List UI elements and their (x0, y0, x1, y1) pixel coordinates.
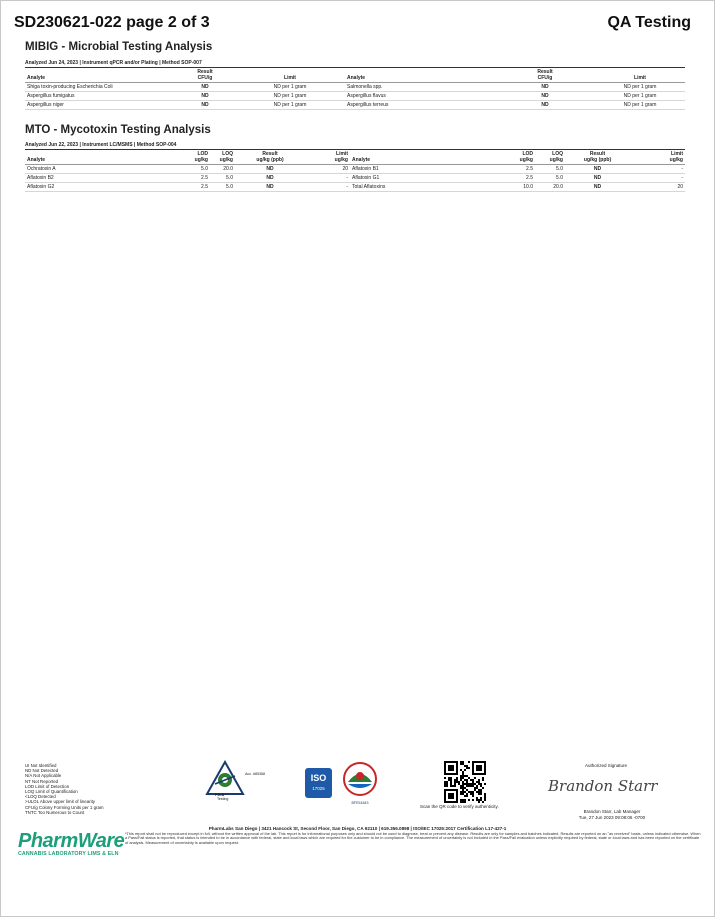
limit-cell: 20 (305, 165, 350, 174)
lod-cell: 10.0 (510, 183, 535, 192)
result-cell: ND (175, 83, 235, 92)
pjla-label: PJLA (215, 793, 225, 797)
limit-cell: ND per 1 gram (235, 92, 345, 101)
col-lod: LOD ug/kg (190, 150, 210, 165)
legend-item: CFU/g Colony Forming Units per 1 gram (25, 804, 104, 810)
pjla-triangle-icon (205, 760, 245, 796)
result-cell: ND (495, 83, 595, 92)
lod-cell: 5.0 (190, 165, 210, 174)
analyte-cell: Aflatoxin B2 (25, 174, 190, 183)
col-limit-2: Limit ug/kg (630, 150, 685, 165)
mycotoxin-section-title: MTO - Mycotoxin Testing Analysis (25, 124, 211, 136)
result-cell: ND (235, 174, 305, 183)
col-result: Result CFU/g (175, 68, 235, 83)
limit-cell: - (630, 174, 685, 183)
loq-cell: 5.0 (535, 174, 565, 183)
table-row (25, 183, 685, 192)
table-row (25, 101, 685, 110)
loq-cell: 20.0 (210, 165, 235, 174)
analyte-cell: Shiga toxin-producing Escherichia Coli (25, 83, 175, 92)
col-analyte-2: Analyte (345, 68, 495, 83)
analyte-cell: Aspergillus flavus (345, 92, 495, 101)
signature-script: Brandon Starr (548, 777, 658, 795)
mycotoxin-table (25, 149, 685, 192)
col-loq: LOQ ug/kg (210, 150, 235, 165)
limit-cell: ND per 1 gram (235, 83, 345, 92)
legend-item: LOQ Limit of Quantification (25, 789, 78, 795)
result-cell: ND (175, 101, 235, 110)
limit-cell: - (305, 174, 350, 183)
col-result-2: Result CFU/g (495, 68, 595, 83)
iso-badge-text: ISO (310, 773, 327, 783)
analyte-cell: Aflatoxin B1 (350, 165, 510, 174)
lod-cell: 2.5 (190, 183, 210, 192)
lab-address-line: PharmLabs San Diego | 3421 Hancock St, Second Floor, San Diego, CA 92110 | 619.356.0898 | ISO/IEC 17025:2017 Certification L17-427-1 (208, 826, 507, 831)
microbial-section-title: MIBIG - Microbial Testing Analysis (25, 41, 213, 53)
legend-item: >ULOL Above upper limit of linearity (25, 799, 96, 805)
limit-cell: 20 (630, 183, 685, 192)
result-cell: ND (495, 101, 595, 110)
result-cell: ND (565, 174, 630, 183)
qr-caption: Scan the QR code to verify authenticity. (420, 804, 499, 809)
limit-cell: ND per 1 gram (595, 101, 685, 110)
analyte-cell: Aspergillus terreus (345, 101, 495, 110)
pjla-sub-label: Testing (217, 797, 229, 801)
table-row (25, 83, 685, 92)
limit-cell: ND per 1 gram (595, 83, 685, 92)
lod-cell: 2.5 (510, 165, 535, 174)
result-cell: ND (235, 183, 305, 192)
pharmware-logo (18, 830, 124, 857)
limit-cell: ND per 1 gram (235, 101, 345, 110)
loq-cell: 5.0 (535, 165, 565, 174)
legend-item: ND Not Detected (25, 768, 59, 774)
signer-name: Brandon Starr, Lab Manager (583, 809, 641, 814)
result-cell: ND (565, 183, 630, 192)
col-analyte: Analyte (25, 150, 190, 165)
loq-cell: 20.0 (535, 183, 565, 192)
col-analyte: Analyte (25, 68, 175, 83)
col-result: Result ug/kg (ppb) (235, 150, 305, 165)
analyte-cell: Aspergillus fumigatus (25, 92, 175, 101)
table-row (25, 174, 685, 183)
result-cell: ND (235, 165, 305, 174)
col-limit: Limit (235, 68, 345, 83)
department-title: QA Testing (607, 14, 691, 31)
report-disclaimer: *This report shall not be reproduced except in full, without the written approval of the lab. This report is for informational purposes only and should not be used to diagnose, treat or prevent any disease. Results are only for samples and batches indicated. Results are reported on an "as received" basis, unless indicated otherwise. When a Pass/Fail status is reported, that status is intended to be in accordance with federal, state and local laws which are required for the customer to be in compliance. The measurement of uncertainty is not included in the Pass/Fail evaluation unless explicitly required by federal, state or local laws and has been reported on the certificate of analysis. Measurement of uncertainty is available upon request. (125, 831, 701, 845)
signature-label: Authorized Signature (585, 763, 628, 768)
pharmware-logo-subtitle: CANNABIS LABORATORY LIMS & ELN (18, 851, 119, 857)
analyte-cell: Aspergillus niger (25, 101, 175, 110)
legend-item: N/A Not Applicable (25, 773, 62, 779)
qr-code-icon (444, 761, 486, 803)
microbial-table (25, 67, 685, 110)
microbial-header-row (25, 68, 685, 83)
lod-cell: 2.5 (190, 174, 210, 183)
result-cell: ND (495, 92, 595, 101)
report-id: SD230621-022 page 2 of 3 (14, 14, 210, 31)
legend-item: <LOQ Detected (25, 794, 56, 800)
analyte-cell: Aflatoxin G2 (25, 183, 190, 192)
col-analyte-2: Analyte (350, 150, 510, 165)
analyte-cell: Total Aflatoxins (350, 183, 510, 192)
certification-seal-icon (342, 762, 378, 796)
verification-qr-code[interactable] (444, 761, 486, 808)
mycotoxin-section-meta: Analyzed Jun 22, 2023 | Instrument LC/MSMS | Method SOP-004 (25, 142, 177, 148)
col-lod-2: LOD ug/kg (510, 150, 535, 165)
pharmware-logo-text: PharmWare (18, 830, 125, 852)
pjla-accreditation-logo (205, 760, 280, 800)
microbial-section-meta: Analyzed Jun 24, 2023 | Instrument qPCR and/or Plating | Method SOP-007 (25, 60, 202, 66)
abbreviation-legend (25, 763, 104, 815)
limit-cell: ND per 1 gram (595, 92, 685, 101)
loq-cell: 5.0 (210, 174, 235, 183)
analyte-cell: Ochratoxin A (25, 165, 190, 174)
legend-item: NT Not Reported (25, 778, 59, 784)
result-cell: ND (175, 92, 235, 101)
iso-badge-number: 17025 (312, 786, 325, 791)
table-row (25, 92, 685, 101)
legend-item: UI Not Identified (25, 763, 57, 768)
table-row (25, 165, 685, 174)
pjla-accreditation-number: Acc. #85368 (245, 772, 265, 776)
result-cell: ND (565, 165, 630, 174)
loq-cell: 5.0 (210, 183, 235, 192)
analyte-cell: Aflatoxin G1 (350, 174, 510, 183)
signature-date: Tue, 27 Jun 2023 09:08:06 -0700 (578, 815, 646, 820)
certification-seal-number: BFE51843 (351, 801, 369, 805)
col-result-2: Result ug/kg (ppb) (565, 150, 630, 165)
col-limit: Limit ug/kg (305, 150, 350, 165)
legend-item: LOD Limit of Detection (25, 783, 70, 789)
mycotoxin-header-row (25, 150, 685, 165)
analyte-cell: Salmonella spp. (345, 83, 495, 92)
col-loq-2: LOQ ug/kg (535, 150, 565, 165)
lod-cell: 2.5 (510, 174, 535, 183)
certification-seal (342, 762, 378, 806)
col-limit-2: Limit (595, 68, 685, 83)
legend-item: TNTC Too Numerous to Count (25, 809, 85, 815)
iso-17025-badge (305, 768, 332, 798)
limit-cell: - (305, 183, 350, 192)
limit-cell: - (630, 165, 685, 174)
